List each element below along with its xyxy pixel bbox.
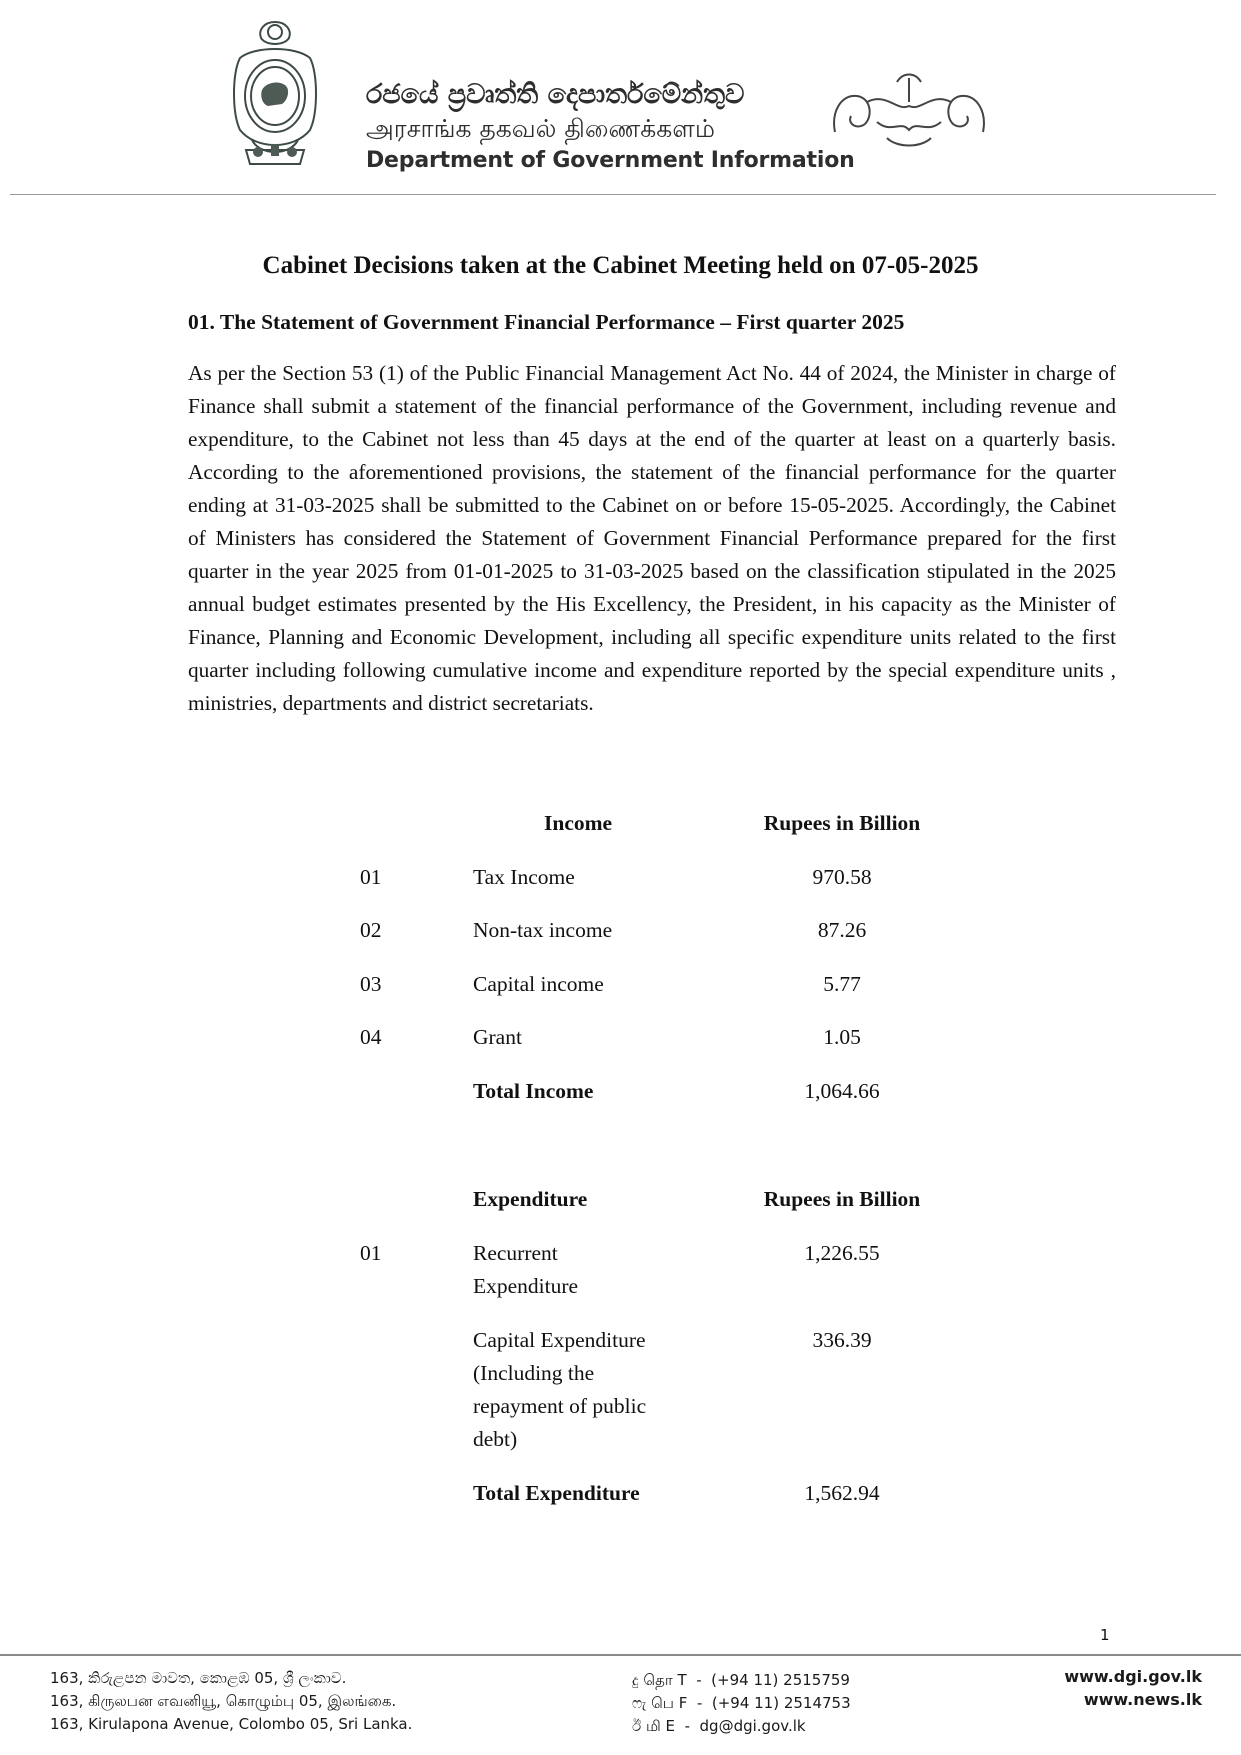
expenditure-row-label-line: Recurrent bbox=[473, 1241, 558, 1265]
email-label: ඊ மி E bbox=[632, 1717, 676, 1735]
expenditure-row-label bbox=[473, 1237, 578, 1303]
income-row-label: Capital income bbox=[473, 972, 604, 996]
expenditure-row-no: 01 bbox=[360, 1241, 382, 1265]
expenditure-row-label-line: repayment of public bbox=[473, 1394, 647, 1418]
website-link-dgi[interactable]: www.dgi.gov.lk bbox=[1064, 1667, 1202, 1686]
income-row-no: 04 bbox=[360, 1025, 382, 1049]
fax-number: (+94 11) 2514753 bbox=[711, 1694, 851, 1712]
address-tamil: 163, கிருலபன எவனியூ, கொழும்பு 05, இலங்கை. bbox=[50, 1692, 397, 1710]
expenditure-header-label: Expenditure bbox=[473, 1187, 588, 1211]
footer-divider bbox=[0, 1654, 1241, 1656]
body-paragraph: As per the Section 53 (1) of the Public Financial Management Act No. 44 of 2024, the Minister in charge of Finance shall submit a statement of the financial performance of the Government, including revenue and expenditure, to the Cabinet not less than 45 days at the end of the quarter at least on a quarterly basis. According to the aforementioned provisions, the statement of the financial performance for the quarter ending at 31-03-2025 shall be submitted to the Cabinet on or before 15-05-2025. Accordingly, the Cabinet of Ministers has considered the Statement of Government Financial Performance prepared for the first quarter in the year 2025 from 01-01-2025 to 31-03-2025 based on the classification stipulated in the 2025 annual budget estimates presented by the His Excellency, the President, in his capacity as the Minister of Finance, Planning and Economic Development, including all specific expenditure units related to the first quarter including following cumulative income and expenditure reported by the special expenditure units , ministries, departments and district secretariats. bbox=[188, 361, 1116, 715]
separator: - bbox=[679, 1717, 695, 1735]
income-total-value: 1,064.66 bbox=[804, 1079, 880, 1103]
expenditure-row-value: 336.39 bbox=[812, 1328, 872, 1352]
header-divider bbox=[10, 194, 1216, 195]
income-row-label: Tax Income bbox=[473, 865, 575, 889]
expenditure-row-value: 1,226.55 bbox=[804, 1241, 880, 1265]
expenditure-row-label-line: Capital Expenditure bbox=[473, 1328, 646, 1352]
income-row-no: 03 bbox=[360, 972, 382, 996]
income-row-label: Grant bbox=[473, 1025, 522, 1049]
expenditure-total-value: 1,562.94 bbox=[804, 1481, 880, 1505]
income-row-value: 970.58 bbox=[812, 865, 872, 889]
income-total-label: Total Income bbox=[473, 1079, 594, 1103]
income-header-value: Rupees in Billion bbox=[763, 811, 921, 835]
fax-label: ෆැ பெ F bbox=[632, 1694, 688, 1712]
contact-block bbox=[632, 1669, 851, 1738]
separator: - bbox=[692, 1694, 708, 1712]
income-row-no: 01 bbox=[360, 865, 382, 889]
org-name-sinhala: රජයේ ප්‍රවෘත්ති දෙපාර්තමේන්තුව bbox=[366, 79, 745, 110]
income-row-no: 02 bbox=[360, 918, 382, 942]
expenditure-row-label-line: Expenditure bbox=[473, 1274, 579, 1298]
income-row-label: Non-tax income bbox=[473, 918, 613, 942]
address-english: 163, Kirulapona Avenue, Colombo 05, Sri Lanka. bbox=[50, 1715, 413, 1733]
income-row-value: 1.05 bbox=[823, 1025, 861, 1049]
phone-number: (+94 11) 2515759 bbox=[711, 1671, 850, 1689]
separator: - bbox=[691, 1671, 707, 1689]
expenditure-header-value: Rupees in Billion bbox=[763, 1187, 921, 1211]
section-heading: 01. The Statement of Government Financial Performance – First quarter 2025 bbox=[188, 310, 905, 334]
expenditure-row-label-line: (Including the bbox=[473, 1361, 595, 1385]
income-header-label: Income bbox=[544, 811, 613, 835]
address-sinhala: 163, කිරුළපන මාවත, කොළඹ 05, ශ්‍රී ලංකාව. bbox=[50, 1669, 347, 1687]
income-row-value: 5.77 bbox=[823, 972, 861, 996]
website-link-news[interactable]: www.news.lk bbox=[1083, 1690, 1202, 1709]
phone-label: දු தொ T bbox=[632, 1671, 687, 1689]
org-name-english: Department of Government Information bbox=[366, 148, 855, 173]
website-block bbox=[1000, 1665, 1202, 1711]
expenditure-row-label-line: debt) bbox=[473, 1427, 518, 1451]
page-title: Cabinet Decisions taken at the Cabinet Meeting held on 07-05-2025 bbox=[262, 252, 979, 279]
address-block bbox=[50, 1667, 412, 1736]
income-row-value: 87.26 bbox=[817, 918, 867, 942]
sri-lanka-emblem-logo bbox=[226, 18, 324, 170]
page-number: 1 bbox=[1100, 1626, 1110, 1644]
org-name-tamil: அரசாங்க தகவல் திணைக்களம் bbox=[366, 114, 715, 143]
email-link[interactable]: dg@dgi.gov.lk bbox=[699, 1717, 806, 1735]
expenditure-row-label bbox=[473, 1324, 646, 1456]
decorative-lions-logo bbox=[827, 72, 991, 154]
expenditure-total-label: Total Expenditure bbox=[473, 1481, 640, 1505]
